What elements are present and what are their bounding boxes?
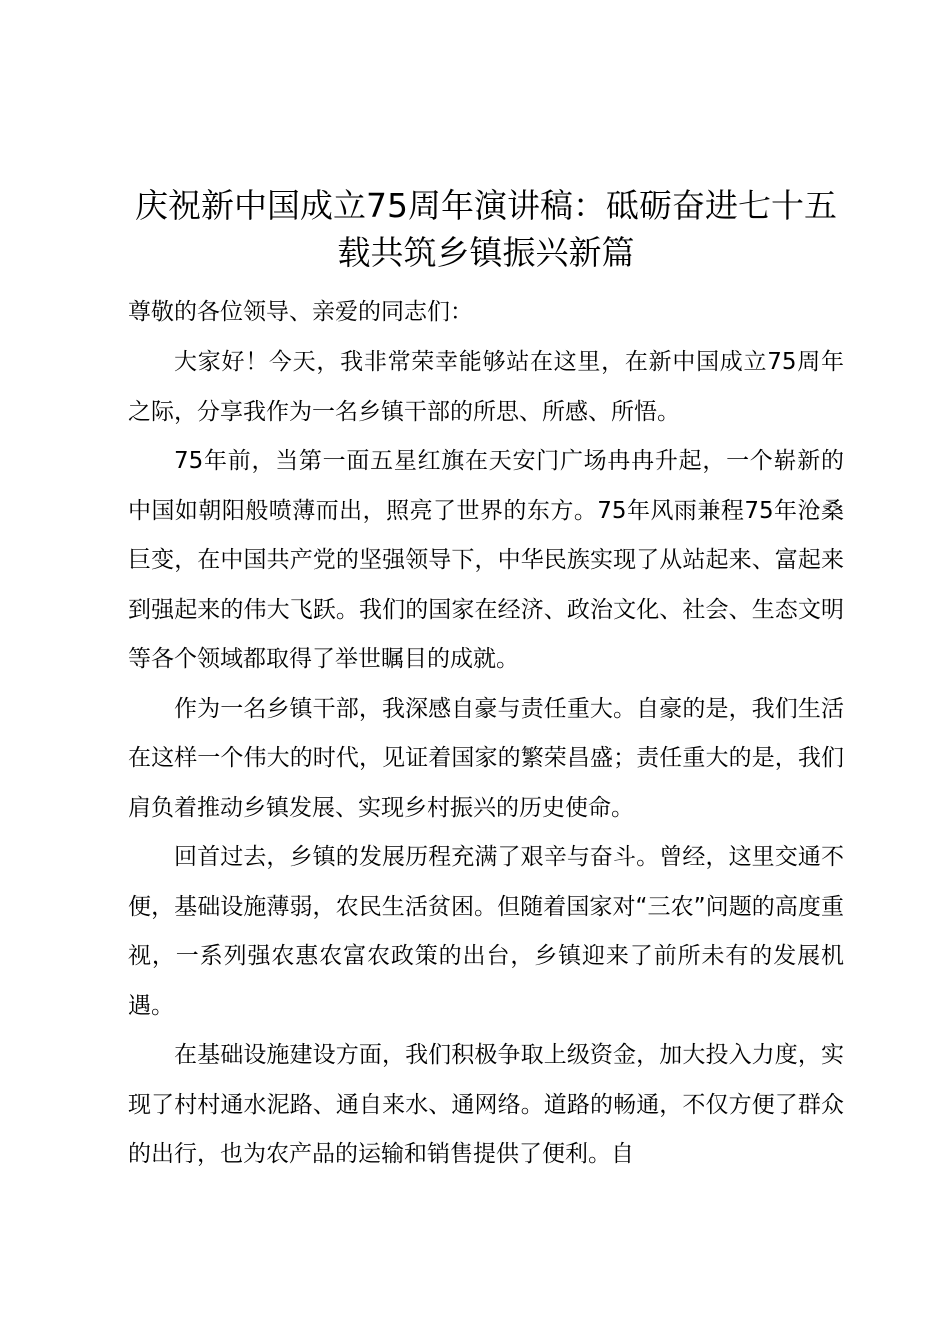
document-title: 庆祝新中国成立75周年演讲稿：砥砺奋进七十五载共筑乡镇振兴新篇 bbox=[135, 186, 837, 272]
salutation: 尊敬的各位领导、亲爱的同志们： bbox=[128, 299, 473, 325]
document-body bbox=[128, 182, 844, 1180]
paragraph-3: 作为一名乡镇干部，我深感自豪与责任重大。自豪的是，我们生活在这样一个伟大的时代，见证着国家的繁荣昌盛；责任重大的是，我们肩负着推动乡镇发展、实现乡村振兴的历史使命。 bbox=[128, 695, 844, 821]
paragraph-4: 回首过去，乡镇的发展历程充满了艰辛与奋斗。曾经，这里交通不便，基础设施薄弱，农民生活贫困。但随着国家对“三农”问题的高度重视，一系列强农惠农富农政策的出台，乡镇迎来了前所未有的发展机遇。 bbox=[128, 844, 844, 1019]
paragraph-2: 75年前，当第一面五星红旗在天安门广场冉冉升起，一个崭新的中国如朝阳般喷薄而出，照亮了世界的东方。75年风雨兼程75年沧桑巨变，在中国共产党的坚强领导下，中华民族实现了从站起来、富起来到强起来的伟大飞跃。我们的国家在经济、政治文化、社会、生态文明等各个领域都取得了举世瞩目的成就。 bbox=[128, 448, 844, 672]
paragraph-5: 在基础设施建设方面，我们积极争取上级资金，加大投入力度，实现了村村通水泥路、通自来水、通网络。道路的畅通，不仅方便了群众的出行，也为农产品的运输和销售提供了便利。自 bbox=[128, 1042, 844, 1167]
paragraph-1: 大家好！今天，我非常荣幸能够站在这里，在新中国成立75周年之际，分享我作为一名乡镇干部的所思、所感、所悟。 bbox=[128, 349, 844, 425]
